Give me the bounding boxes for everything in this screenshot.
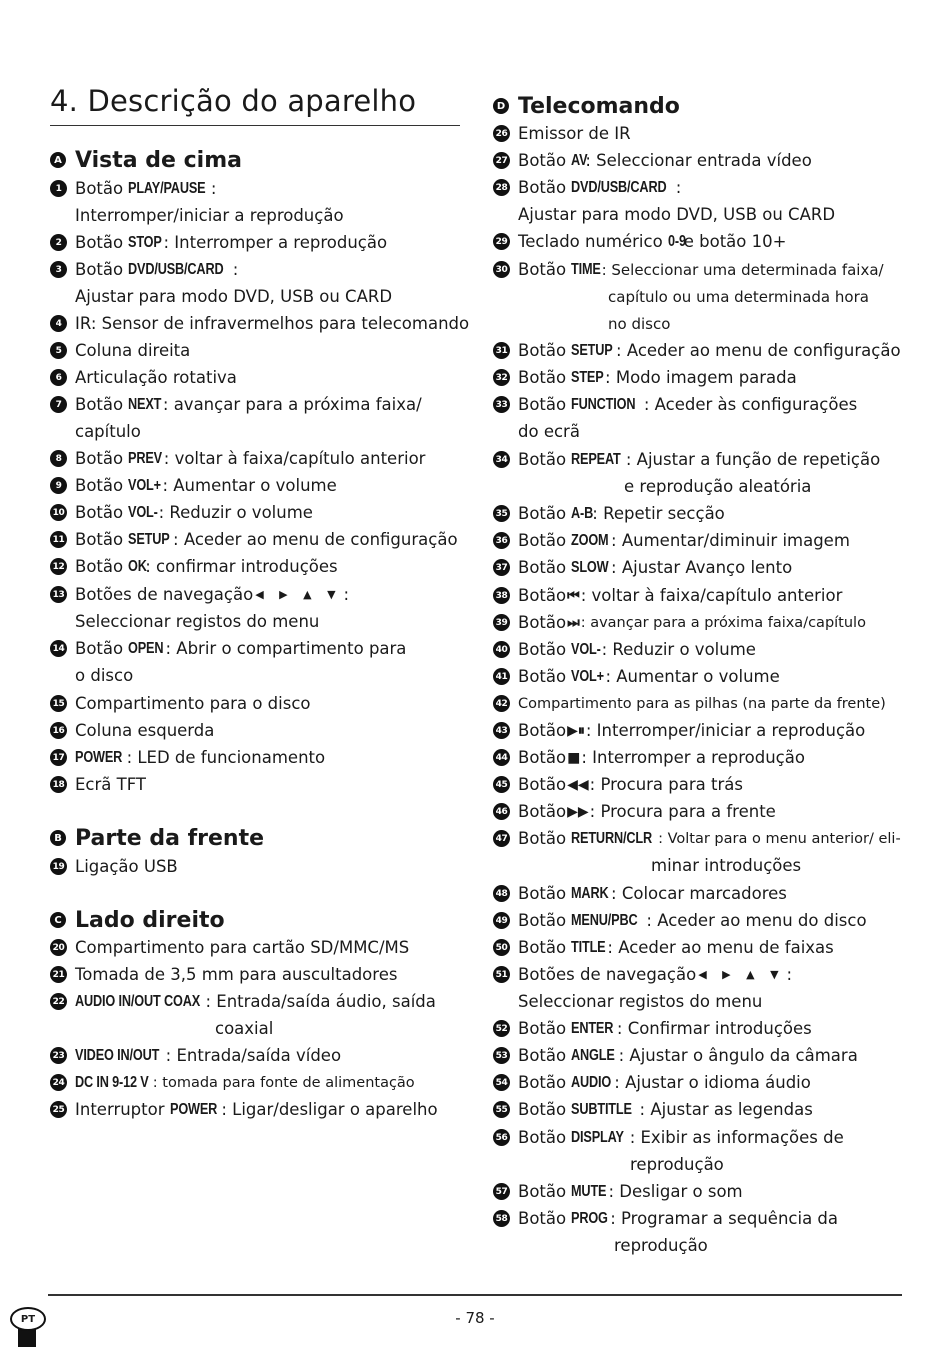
item-number-badge: 55	[493, 1101, 510, 1118]
item-number-badge: 51	[493, 966, 510, 983]
item-text: Compartimento para o disco	[75, 694, 311, 713]
item-text: : voltar à faixa/capítulo anterior	[163, 449, 426, 468]
button-keyword: TIME	[571, 260, 602, 278]
item-continuation: capítulo ou uma determinada hora	[608, 287, 869, 306]
button-keyword: SLOW	[571, 558, 609, 576]
button-keyword: PREV	[128, 449, 163, 467]
item-text: : Desligar o som	[608, 1182, 743, 1201]
item-text: e botão 10+	[683, 232, 787, 251]
list-item	[50, 553, 338, 580]
button-keyword: POWER	[75, 748, 123, 766]
list-item	[50, 1069, 415, 1096]
button-keyword: DVD/USB/CARD	[128, 260, 224, 278]
item-text: : tomada para fonte de alimentação	[152, 1074, 415, 1091]
item-text: : Procura para a frente	[589, 802, 776, 821]
item-continuation: reprodução	[630, 1155, 724, 1174]
item-number-badge: 8	[50, 450, 67, 467]
list-item	[493, 554, 792, 581]
list-item	[493, 1124, 844, 1151]
item-text: : Voltar para o menu anterior/ eli-	[658, 830, 901, 847]
page-title: 4. Descrição do aparelho	[50, 84, 460, 126]
item-text: : Exibir as informações de	[629, 1128, 844, 1147]
item-text: : Aceder ao menu de configuração	[616, 341, 901, 360]
item-text: Botão	[518, 829, 567, 848]
item-text: : Programar a sequência da	[610, 1209, 839, 1228]
item-continuation: no disco	[608, 314, 671, 333]
item-number-badge: 20	[50, 939, 67, 956]
button-keyword: DC IN 9-12 V	[75, 1073, 149, 1091]
list-item	[50, 690, 311, 717]
item-text: Botões de navegação	[518, 965, 697, 984]
button-keyword: AUDIO	[571, 1073, 612, 1091]
item-continuation: Interromper/iniciar a reprodução	[75, 206, 344, 225]
item-number-badge: 41	[493, 668, 510, 685]
item-number-badge: 7	[50, 396, 67, 413]
item-number-badge: 22	[50, 993, 67, 1010]
item-text: : voltar à faixa/capítulo anterior	[580, 586, 843, 605]
item-text: Botão	[75, 476, 124, 495]
item-text: Botão	[75, 449, 124, 468]
item-number-badge: 21	[50, 966, 67, 983]
list-item	[493, 690, 886, 717]
footer-divider	[48, 1294, 902, 1296]
item-text: Interruptor	[75, 1100, 165, 1119]
list-item	[493, 527, 850, 554]
list-item	[493, 934, 834, 961]
item-text: Botão	[518, 721, 567, 740]
item-number-badge: 34	[493, 451, 510, 468]
item-text: Botão	[75, 503, 124, 522]
play-pause-icon: ▶⏸	[567, 722, 585, 739]
item-text: : Procura para trás	[589, 775, 743, 794]
item-text: Botão	[518, 586, 567, 605]
button-keyword: RETURN/CLR	[571, 829, 653, 847]
list-item	[493, 1015, 812, 1042]
list-item	[493, 228, 786, 255]
item-text: Botão	[518, 613, 567, 632]
item-number-badge: 25	[50, 1101, 67, 1118]
item-number-badge: 3	[50, 261, 67, 278]
item-number-badge: 40	[493, 641, 510, 658]
item-text: :	[675, 178, 682, 197]
list-item	[50, 853, 178, 880]
list-item	[493, 609, 866, 636]
item-text: Botão	[518, 1046, 567, 1065]
section-letter-badge: C	[50, 912, 66, 928]
item-text: : LED de funcionamento	[126, 748, 326, 767]
item-number-badge: 4	[50, 315, 67, 332]
item-text: :	[786, 965, 793, 984]
button-keyword: ENTER	[571, 1019, 614, 1037]
section-letter-badge: A	[50, 152, 66, 168]
item-text: : Confirmar introduções	[616, 1019, 812, 1038]
list-item	[493, 798, 776, 825]
list-item	[493, 120, 631, 147]
item-text: Botão	[518, 395, 567, 414]
button-keyword: A-B	[571, 504, 594, 522]
item-number-badge: 18	[50, 776, 67, 793]
item-text: :	[343, 585, 350, 604]
navigation-arrows-icon: ◀ ▶ ▲ ▼	[698, 968, 785, 981]
item-text: Teclado numérico	[518, 232, 663, 251]
item-text: : Reduzir o volume	[158, 503, 313, 522]
list-item	[493, 582, 842, 609]
item-continuation: capítulo	[75, 422, 141, 441]
item-number-badge: 24	[50, 1074, 67, 1091]
item-number-badge: 49	[493, 912, 510, 929]
section-d-heading	[493, 91, 680, 121]
item-number-badge: 50	[493, 939, 510, 956]
item-text: Botão	[518, 151, 567, 170]
list-item	[493, 663, 780, 690]
list-item	[50, 256, 238, 283]
item-number-badge: 44	[493, 749, 510, 766]
button-keyword: ZOOM	[571, 531, 609, 549]
button-keyword: ANGLE	[571, 1046, 616, 1064]
button-keyword: OPEN	[128, 639, 164, 657]
item-text: : Ajustar as legendas	[639, 1100, 813, 1119]
item-continuation: Seleccionar registos do menu	[518, 992, 763, 1011]
list-item	[50, 445, 425, 472]
button-keyword: REPEAT	[571, 450, 621, 468]
item-text: Tomada de 3,5 mm para auscultadores	[75, 965, 398, 984]
item-number-badge: 35	[493, 505, 510, 522]
item-text: Botão	[518, 260, 567, 279]
list-item	[50, 635, 406, 662]
item-text: Botão	[518, 667, 567, 686]
item-number-badge: 17	[50, 749, 67, 766]
button-keyword: SETUP	[128, 530, 170, 548]
item-text: Botão	[518, 450, 567, 469]
item-text: Botões de navegação	[75, 585, 254, 604]
item-text: : Repetir secção	[592, 504, 725, 523]
item-number-badge: 46	[493, 803, 510, 820]
item-text: : Abrir o compartimento para	[165, 639, 407, 658]
item-continuation: minar introduções	[651, 856, 802, 875]
item-text: Botão	[518, 748, 567, 767]
item-text: : Modo imagem parada	[605, 368, 797, 387]
page-number: - 78 -	[455, 1309, 495, 1327]
item-number-badge: 16	[50, 722, 67, 739]
item-text: Botão	[75, 639, 124, 658]
item-text: Botão	[518, 911, 567, 930]
item-text: Botão	[518, 1019, 567, 1038]
button-keyword: DVD/USB/CARD	[571, 178, 667, 196]
list-item	[50, 581, 349, 608]
list-item	[493, 744, 805, 771]
item-number-badge: 58	[493, 1210, 510, 1227]
item-number-badge: 30	[493, 261, 510, 278]
item-text: Compartimento para cartão SD/MMC/MS	[75, 938, 410, 957]
item-number-badge: 6	[50, 369, 67, 386]
item-text: : Entrada/saída vídeo	[165, 1046, 342, 1065]
item-text: Botão	[518, 1182, 567, 1201]
list-item	[493, 907, 867, 934]
button-keyword: AUDIO IN/OUT COAX	[75, 992, 201, 1010]
button-keyword: VOL+	[571, 667, 605, 685]
list-item	[493, 1096, 813, 1123]
item-text: Botão	[518, 802, 567, 821]
button-keyword: POWER	[169, 1100, 217, 1118]
button-keyword: TITLE	[571, 938, 606, 956]
list-item	[50, 175, 216, 202]
section-a-heading	[50, 145, 242, 175]
item-number-badge: 29	[493, 233, 510, 250]
list-item	[493, 256, 884, 283]
item-continuation: coaxial	[215, 1019, 274, 1038]
list-item	[493, 880, 787, 907]
item-number-badge: 15	[50, 695, 67, 712]
skip-forward-icon: ⏭	[567, 614, 580, 631]
section-title: Parte da frente	[75, 825, 265, 851]
item-continuation: Ajustar para modo DVD, USB ou CARD	[518, 205, 836, 224]
item-text: : avançar para a próxima faixa/	[162, 395, 422, 414]
item-text: : Ajustar Avanço lento	[611, 558, 793, 577]
item-text: Botão	[75, 395, 124, 414]
item-text: Botão	[518, 341, 567, 360]
list-item	[50, 934, 409, 961]
item-number-badge: 1	[50, 180, 67, 197]
list-item	[50, 526, 458, 553]
list-item	[493, 825, 901, 852]
item-text: Botão	[518, 1100, 567, 1119]
item-number-badge: 2	[50, 234, 67, 251]
item-text: Botão	[518, 178, 567, 197]
rewind-icon: ◀◀	[567, 776, 589, 793]
item-number-badge: 11	[50, 531, 67, 548]
item-continuation: do ecrã	[518, 422, 580, 441]
item-number-badge: 9	[50, 477, 67, 494]
item-number-badge: 54	[493, 1074, 510, 1091]
item-text: Coluna direita	[75, 341, 191, 360]
list-item	[493, 636, 756, 663]
button-keyword: VOL-	[128, 503, 159, 521]
item-text: : Reduzir o volume	[601, 640, 756, 659]
list-item	[50, 771, 146, 798]
item-number-badge: 31	[493, 342, 510, 359]
item-text: Botão	[518, 1209, 567, 1228]
item-number-badge: 56	[493, 1129, 510, 1146]
item-text: : Interromper/iniciar a reprodução	[585, 721, 866, 740]
item-number-badge: 52	[493, 1020, 510, 1037]
fast-forward-icon: ▶▶	[567, 803, 589, 820]
list-item	[493, 500, 725, 527]
item-number-badge: 53	[493, 1047, 510, 1064]
item-number-badge: 10	[50, 504, 67, 521]
item-text: : Ajustar o ângulo da câmara	[618, 1046, 858, 1065]
item-number-badge: 12	[50, 558, 67, 575]
item-text: Botão	[518, 368, 567, 387]
item-text: Botão	[75, 530, 124, 549]
item-continuation: Seleccionar registos do menu	[75, 612, 320, 631]
item-text: : Aumentar o volume	[162, 476, 337, 495]
list-item	[493, 1205, 838, 1232]
item-number-badge: 13	[50, 586, 67, 603]
item-text: : avançar para a próxima faixa/capítulo	[580, 614, 866, 631]
item-number-badge: 36	[493, 532, 510, 549]
item-continuation: e reprodução aleatória	[624, 477, 812, 496]
list-item	[50, 717, 214, 744]
language-badge: PT	[10, 1307, 46, 1331]
item-continuation: o disco	[75, 666, 134, 685]
item-text: Botão	[75, 260, 124, 279]
item-text: : Aumentar/diminuir imagem	[611, 531, 850, 550]
item-text: :	[232, 260, 239, 279]
item-text: Botão	[518, 938, 567, 957]
button-keyword: SETUP	[571, 341, 613, 359]
list-item	[50, 961, 397, 988]
item-text: Ecrã TFT	[75, 775, 146, 794]
item-text: : Aceder ao menu de configuração	[173, 530, 458, 549]
item-number-badge: 39	[493, 614, 510, 631]
item-text: Botão	[518, 1073, 567, 1092]
list-item	[493, 1069, 811, 1096]
list-item	[493, 717, 865, 744]
button-keyword: PLAY/PAUSE	[128, 179, 206, 197]
list-item	[50, 499, 313, 526]
item-text: Botão	[518, 775, 567, 794]
button-keyword: MUTE	[571, 1182, 607, 1200]
item-number-badge: 45	[493, 776, 510, 793]
item-text: : Aceder às configurações	[643, 395, 858, 414]
item-number-badge: 26	[493, 125, 510, 142]
item-text: : Seleccionar entrada vídeo	[585, 151, 812, 170]
item-number-badge: 28	[493, 179, 510, 196]
section-title: Telecomando	[518, 93, 680, 119]
item-text: : Colocar marcadores	[611, 884, 787, 903]
item-text: Ligação USB	[75, 857, 178, 876]
button-keyword: STEP	[571, 368, 604, 386]
skip-back-icon: ⏮	[567, 587, 580, 604]
item-text: Compartimento para as pilhas (na parte da frente)	[518, 695, 886, 712]
item-text: : Seleccionar uma determinada faixa/	[601, 260, 884, 279]
list-item	[50, 364, 237, 391]
item-number-badge: 19	[50, 858, 67, 875]
item-continuation: Ajustar para modo DVD, USB ou CARD	[75, 287, 393, 306]
item-text: Articulação rotativa	[75, 368, 237, 387]
button-keyword: DISPLAY	[571, 1128, 625, 1146]
item-number-badge: 33	[493, 396, 510, 413]
item-number-badge: 14	[50, 640, 67, 657]
item-text: : Ajustar o idioma áudio	[614, 1073, 811, 1092]
item-number-badge: 32	[493, 369, 510, 386]
list-item	[50, 229, 387, 256]
item-text: Botão	[75, 557, 124, 576]
section-title: Lado direito	[75, 907, 225, 933]
item-number-badge: 27	[493, 152, 510, 169]
item-text: IR: Sensor de infravermelhos para telecomando	[75, 314, 470, 333]
list-item	[493, 337, 901, 364]
section-letter-badge: B	[50, 830, 66, 846]
list-item	[50, 337, 190, 364]
item-text: : Aumentar o volume	[605, 667, 780, 686]
item-text: : confirmar introduções	[145, 557, 338, 576]
list-item	[493, 147, 812, 174]
list-item	[493, 961, 792, 988]
list-item	[50, 988, 436, 1015]
list-item	[50, 472, 337, 499]
navigation-arrows-icon: ◀ ▶ ▲ ▼	[255, 588, 342, 601]
item-continuation: reprodução	[614, 1236, 708, 1255]
button-keyword: STOP	[128, 233, 163, 251]
item-text: : Aceder ao menu de faixas	[607, 938, 834, 957]
list-item	[493, 391, 857, 418]
list-item	[50, 744, 325, 771]
button-keyword: FUNCTION	[571, 395, 636, 413]
button-keyword: SUBTITLE	[571, 1100, 633, 1118]
item-text: : Entrada/saída áudio, saída	[205, 992, 436, 1011]
item-text: : Ligar/desligar o aparelho	[221, 1100, 438, 1119]
item-number-badge: 37	[493, 559, 510, 576]
button-keyword: MENU/PBC	[571, 911, 638, 929]
button-keyword: PROG	[571, 1209, 609, 1227]
list-item	[493, 174, 681, 201]
button-keyword: NEXT	[128, 395, 162, 413]
section-b-heading	[50, 823, 264, 853]
button-keyword: VOL-	[571, 640, 602, 658]
item-number-badge: 5	[50, 342, 67, 359]
item-text: Botão	[518, 1128, 567, 1147]
list-item	[493, 771, 743, 798]
item-text: Botão	[518, 640, 567, 659]
item-number-badge: 47	[493, 830, 510, 847]
list-item	[493, 446, 880, 473]
item-text: Coluna esquerda	[75, 721, 215, 740]
item-number-badge: 43	[493, 722, 510, 739]
item-number-badge: 23	[50, 1047, 67, 1064]
stop-icon: ■	[567, 749, 581, 766]
button-keyword: AV	[571, 151, 588, 169]
item-text: : Interromper a reprodução	[581, 748, 805, 767]
button-keyword: OK	[128, 557, 148, 575]
item-number-badge: 42	[493, 695, 510, 712]
item-text: Botão	[518, 504, 567, 523]
button-keyword: MARK	[571, 884, 609, 902]
button-keyword: 0-9	[667, 232, 686, 250]
item-number-badge: 38	[493, 587, 510, 604]
item-number-badge: 57	[493, 1183, 510, 1200]
list-item	[493, 1178, 743, 1205]
item-text: : Aceder ao menu do disco	[646, 911, 867, 930]
button-keyword: VIDEO IN/OUT	[75, 1046, 160, 1064]
item-text: Emissor de IR	[518, 124, 631, 143]
section-c-heading	[50, 905, 225, 935]
item-text: : Ajustar a função de repetição	[625, 450, 881, 469]
list-item	[493, 1042, 858, 1069]
list-item	[50, 391, 422, 418]
button-keyword: VOL+	[128, 476, 162, 494]
list-item	[50, 1096, 438, 1123]
item-text: Botão	[75, 179, 124, 198]
section-title: Vista de cima	[75, 147, 242, 173]
item-text: :	[210, 179, 217, 198]
item-text: : Interromper a reprodução	[163, 233, 388, 252]
item-number-badge: 48	[493, 885, 510, 902]
item-text: Botão	[75, 233, 124, 252]
list-item	[493, 364, 797, 391]
list-item	[50, 1042, 341, 1069]
section-letter-badge: D	[493, 98, 509, 114]
item-text: Botão	[518, 558, 567, 577]
item-text: Botão	[518, 531, 567, 550]
list-item	[50, 310, 469, 337]
item-text: Botão	[518, 884, 567, 903]
